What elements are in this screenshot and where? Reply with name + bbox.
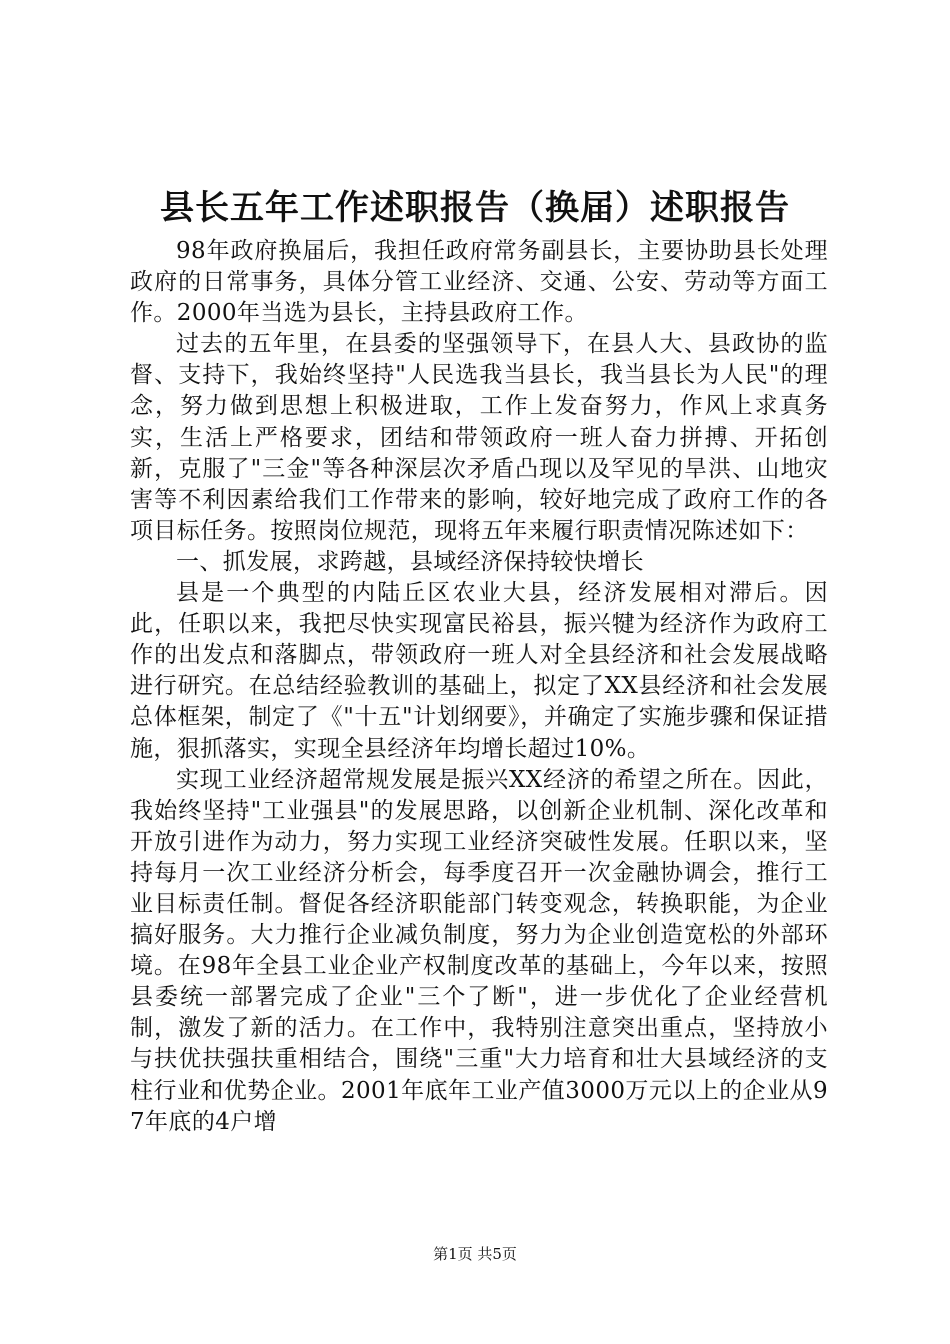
paragraph-4: 实现工业经济超常规发展是振兴XX经济的希望之所在。因此，我始终坚持"工业强县"的发展思路，以创新企业机制、深化改革和开放引进作为动力，努力实现工业经济突破性发展。任职以来，坚持每月一次工业经济分析会，每季度召开一次金融协调会，推行工业目标责任制。督促各经济职能部门转变观念，转换职能，为企业搞好服务。大力推行企业减负制度，努力为企业创造宽松的外部环境。在98年全县工业企业产权制度改革的基础上，今年以来，按照县委统一部署完成了企业"三个了断"，进一步优化了企业经营机制，激发了新的活力。在工作中，我特别注意突出重点，坚持放小与扶优扶强扶重相结合，围绕"三重"大力培育和壮大县域经济的支柱行业和优势企业。2001年底年工业产值3000万元以上的企业从97年底的4户增 bbox=[130, 766, 828, 1135]
section-heading-1: 一、抓发展，求跨越，县域经济保持较快增长 bbox=[176, 548, 644, 575]
paragraph-2: 过去的五年里，在县委的坚强领导下，在县人大、县政协的监督、支持下，我始终坚持"人民选我当县长，我当县长为人民"的理念，努力做到思想上积极进取，工作上发奋努力，作风上求真务实，生活上严格要求，团结和带领政府一班人奋力拼搏、开拓创新，克服了"三金"等各种深层次矛盾凸现以及罕见的旱洪、山地灾害等不利因素给我们工作带来的影响，较好地完成了政府工作的各项目标任务。按照岗位规范，现将五年来履行职责情况陈述如下： bbox=[130, 331, 828, 544]
paragraph-3: 县是一个典型的内陆丘区农业大县，经济发展相对滞后。因此，任职以来，我把尽快实现富民裕县，振兴犍为经济作为政府工作的出发点和落脚点，带领政府一班人对全县经济和社会发展战略进行研究。在总结经验教训的基础上，拟定了XX县经济和社会发展总体框架，制定了《"十五"计划纲要》，并确定了实施步骤和保证措施，狠抓落实，实现全县经济年均增长超过10%。 bbox=[130, 580, 828, 762]
document-title: 县长五年工作述职报告（换届）述职报告 bbox=[160, 188, 790, 228]
page-number-footer: 第1页 共5页 bbox=[433, 1245, 517, 1263]
document-body bbox=[130, 236, 828, 1138]
paragraph-1: 98年政府换届后，我担任政府常务副县长，主要协助县长处理政府的日常事务，具体分管工业经济、交通、公安、劳动等方面工作。2000年当选为县长，主持县政府工作。 bbox=[130, 238, 828, 327]
